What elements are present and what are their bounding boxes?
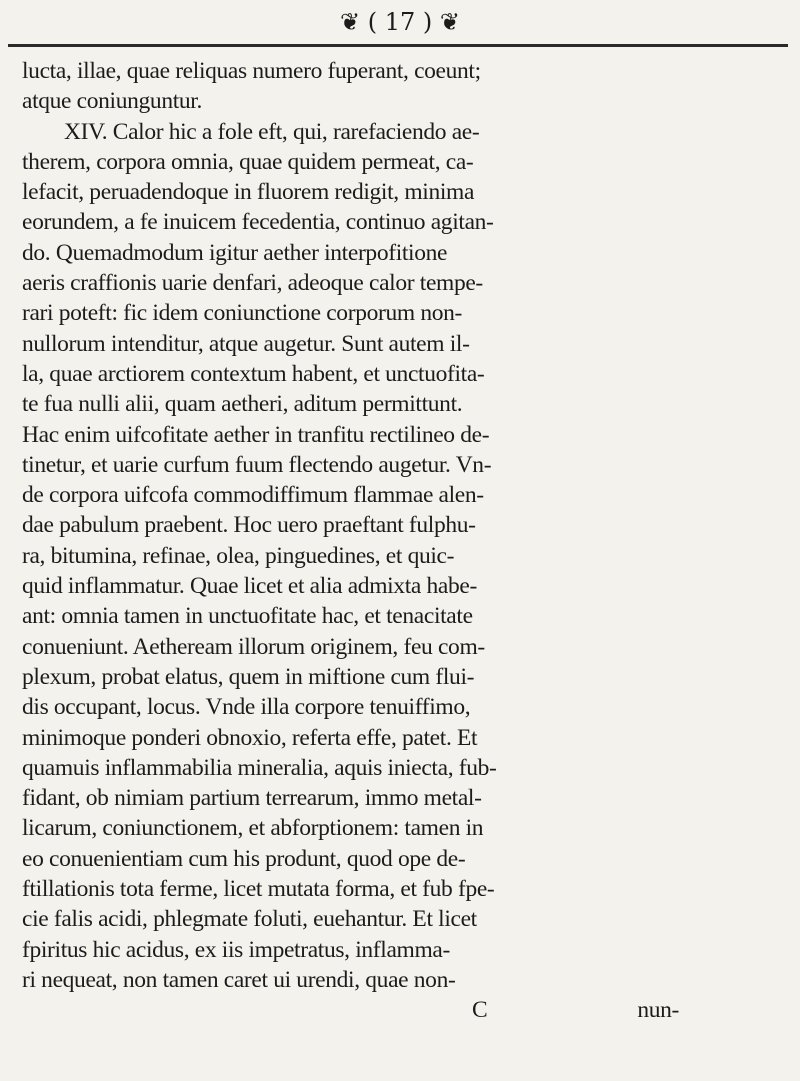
- text-line: plexum, probat elatus, quem in miftione cum flui-: [22, 663, 475, 690]
- text-line: te fua nulli alii, quam aetheri, aditum permittunt.: [22, 391, 463, 418]
- catchword: nun-: [637, 997, 680, 1024]
- page-number-header: [0, 8, 800, 36]
- text-line: lefacit, peruadendoque in fluorem redigit, minima: [22, 179, 475, 206]
- body-text: [22, 56, 798, 1026]
- text-line: quamuis inflammabilia mineralia, aquis iniecta, fub-: [22, 754, 497, 781]
- text-line: atque coniunguntur.: [22, 88, 203, 115]
- signature-mark: C: [472, 997, 488, 1024]
- text-line: tinetur, et uarie curfum fuum flectendo augetur. Vn-: [22, 451, 492, 478]
- page-number: ( 17 ): [367, 8, 433, 36]
- text-line: eorundem, a fe inuicem fecedentia, continuo agitan-: [22, 209, 494, 236]
- text-line: dis occupant, locus. Vnde illa corpore tenuiffimo,: [22, 694, 471, 721]
- text-line: quid inflammatur. Quae licet et alia admixta habe-: [22, 573, 477, 600]
- text-line: rari poteft: fic idem coniunctione corporum non-: [22, 300, 462, 327]
- text-line: aeris craffionis uarie denfari, adeoque calor tempe-: [22, 270, 483, 297]
- ornament-right: ❦: [432, 8, 461, 36]
- text-line: XIV. Calor hic a fole eft, qui, rarefaciendo ae-: [64, 118, 480, 145]
- text-line: Hac enim uifcofitate aether in tranfitu rectilineo de-: [22, 421, 490, 448]
- text-line: dae pabulum praebent. Hoc uero praeftant fulphu-: [22, 512, 476, 539]
- text-line: ftillationis tota ferme, licet mutata forma, et fub fpe-: [22, 876, 495, 903]
- text-line: nullorum intenditur, atque augetur. Sunt autem il-: [22, 330, 470, 357]
- text-line: eo conuenientiam cum his produnt, quod ope de-: [22, 845, 466, 872]
- text-line: la, quae arctiorem contextum habent, et unctuofita-: [22, 360, 485, 387]
- text-line: de corpora uifcofa commodiffimum flammae alen-: [22, 482, 484, 509]
- text-line: ri nequeat, non tamen caret ui urendi, quae non-: [22, 966, 456, 993]
- text-line: minimoque ponderi obnoxio, referta effe, patet. Et: [22, 724, 478, 751]
- text-line: do. Quemadmodum igitur aether interpofitione: [22, 239, 448, 266]
- text-line: fpiritus hic acidus, ex iis impetratus, inflamma-: [22, 936, 450, 963]
- text-line: ant: omnia tamen in unctuofitate hac, et tenacitate: [22, 603, 473, 630]
- text-line: therem, corpora omnia, quae quidem permeat, ca-: [22, 148, 474, 175]
- footer-line: [22, 995, 798, 1025]
- text-line: cie falis acidi, phlegmate foluti, euehantur. Et licet: [22, 906, 477, 933]
- text-line: licarum, coniunctionem, et abforptionem: tamen in: [22, 815, 484, 842]
- text-line: conueniunt. Aetheream illorum originem, feu com-: [22, 633, 485, 660]
- header-rule: [8, 44, 788, 47]
- text-line: lucta, illae, quae reliquas numero fuperant, coeunt;: [22, 58, 481, 84]
- ornament-left: ❦: [339, 8, 368, 36]
- text-line: fidant, ob nimiam partium terrearum, immo metal-: [22, 785, 482, 812]
- text-line: ra, bitumina, refinae, olea, pinguedines, et quic-: [22, 542, 455, 569]
